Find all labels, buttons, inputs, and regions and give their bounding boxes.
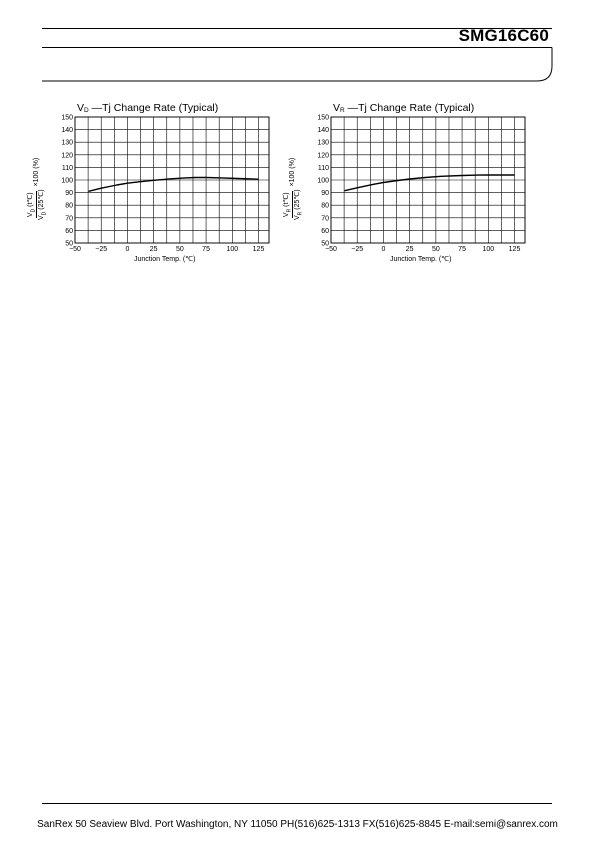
chart-vd-tj [27, 100, 275, 270]
y-tick-label: 110 [61, 164, 73, 172]
x-tick-label: 75 [202, 246, 210, 253]
chart-title: $V_D$ —Tj Change Rate (Typical) [77, 102, 219, 114]
chart-title: $V_R$ —Tj Change Rate (Typical) [333, 102, 475, 114]
y-tick-label: 100 [61, 177, 73, 185]
y-tick-label: 140 [61, 127, 73, 135]
y-tick-label: 90 [321, 190, 329, 198]
y-tick-label: 70 [321, 215, 329, 223]
x-axis-label: Junction Temp. (℃) [134, 256, 196, 263]
y-tick-label: 150 [61, 114, 73, 122]
y-tick-label: 90 [65, 190, 73, 198]
x-tick-label: 100 [226, 246, 239, 253]
x-tick-label: −50 [69, 246, 81, 253]
y-tick-label: 100 [317, 177, 329, 185]
x-tick-label: −50 [325, 246, 337, 253]
footer-rule [42, 803, 552, 804]
x-tick-label: 50 [431, 246, 440, 253]
y-tick-label: 110 [317, 164, 329, 172]
chart-vr-tj [283, 100, 531, 270]
footer-address: SanRex 50 Seaview Blvd. Port Washington, NY 11050 PH(516)625-1313 FX(516)625-8845 E-mail:semi@sanrex.com [37, 819, 558, 830]
y-axis-label: $V_R$ (t℃) $V_R$ (25℃) ×100 (%) [283, 157, 304, 220]
x-tick-label: 75 [458, 246, 466, 253]
plot-svg [296, 100, 531, 270]
x-tick-label: 100 [482, 246, 495, 253]
y-tick-label: 60 [321, 227, 329, 235]
y-tick-label: 50 [65, 240, 73, 248]
y-tick-label: 80 [321, 202, 329, 210]
y-tick-label: 60 [65, 227, 73, 235]
x-tick-label: 0 [381, 246, 386, 253]
y-tick-label: 80 [65, 202, 73, 210]
x-tick-label: 125 [252, 246, 265, 253]
y-tick-label: 120 [61, 152, 73, 160]
plot-svg [40, 100, 275, 270]
x-tick-label: 25 [149, 246, 158, 253]
y-tick-label: 140 [317, 127, 329, 135]
x-tick-label: 0 [125, 246, 130, 253]
y-tick-label: 70 [65, 215, 73, 223]
y-axis-label: $V_D$ (t℃) $V_D$ (25℃) ×100 (%) [27, 157, 48, 220]
x-tick-label: −25 [95, 246, 108, 253]
x-tick-label: 25 [405, 246, 414, 253]
y-tick-label: 50 [321, 240, 329, 248]
x-axis-label: Junction Temp. (℃) [390, 256, 452, 263]
part-number: SMG16C60 [458, 26, 549, 45]
x-tick-label: 50 [175, 246, 184, 253]
x-tick-label: 125 [508, 246, 521, 253]
y-tick-label: 130 [61, 139, 73, 147]
y-tick-label: 130 [317, 139, 329, 147]
y-tick-label: 120 [317, 152, 329, 160]
y-tick-label: 150 [317, 114, 329, 122]
x-tick-label: −25 [351, 246, 364, 253]
